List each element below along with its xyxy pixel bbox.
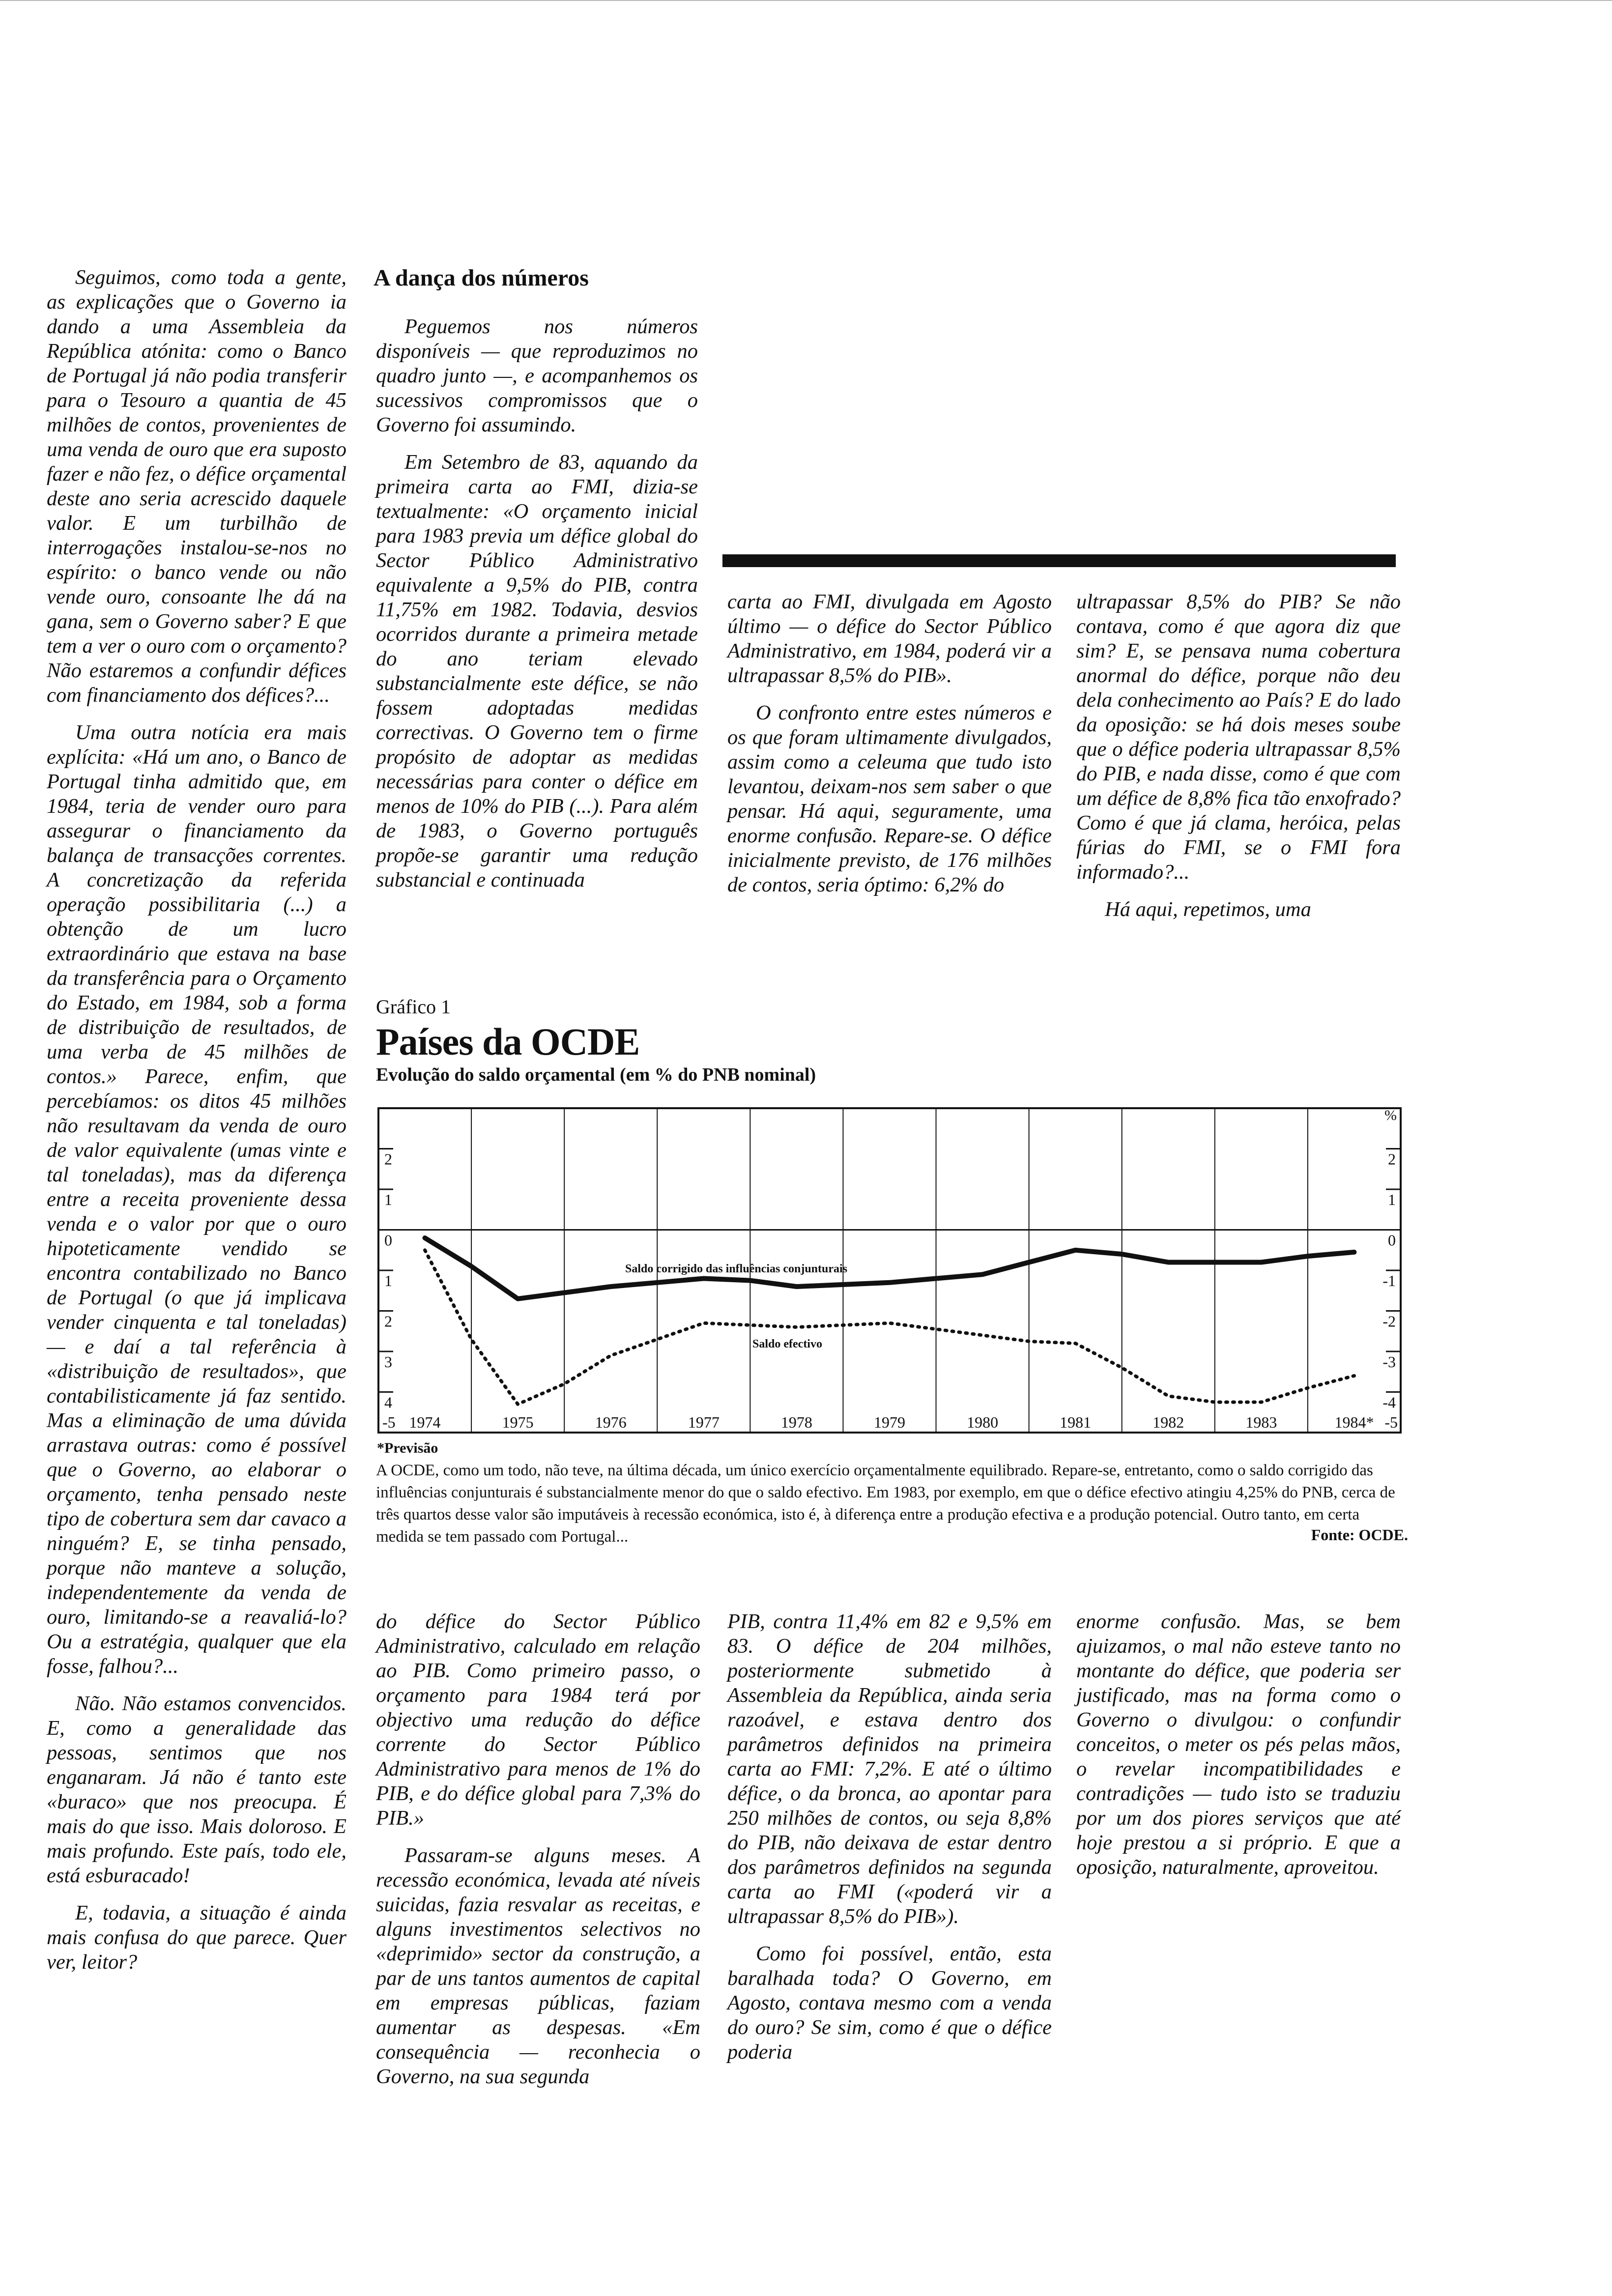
chart-xtick-label: 1984* xyxy=(1334,1413,1374,1431)
black-rule xyxy=(722,554,1396,567)
chart-ytick-label-right: 2 xyxy=(1388,1150,1396,1168)
chart-series-label-corrected: Saldo corrigido das influências conjunturais xyxy=(625,1263,848,1276)
left-paragraph-2: Uma outra notícia era mais explícita: «Há um ano, o Banco de Portugal tinha admitido que, em 1984, teria de vender ouro para assegurar o financiamento da balança de transacções correntes. A concretização da referida operação possibilitaria (...) a obtenção de um lucro extraordinário que estava na base da transferência para o Orçamento do Estado, em 1984, sob a forma de distribuição de resultados, de uma verba de 45 milhões de contos.» Parece, enfim, que percebíamos: os ditos 45 milhões não resultavam da venda de ouro de valor equivalente (umas vinte e tal toneladas), mas da diferença entre a receita proveniente dessa venda e o valor por que o ouro hipoteticamente vendido se encontra contabilizado no Banco de Portugal (o que já implicava vender cinquenta e tal toneladas) — e daí a tal referência à «distribuição de resultados», que contabilisticamente já faz sentido. Mas a eliminação de uma dúvida arrastava outras: como é possível que o Governo, ao elaborar o orçamento, tenha pensado neste tipo de cobertura sem dar cavaco a ninguém? E, se tinha pensado, porque não manteve a solução, independentemente da venda de ouro, limitando-se a reavaliá-lo? Ou a estratégia, qualquer que ela fosse, falhou?... xyxy=(47,721,346,1678)
chart-ytick-label-right: 0 xyxy=(1388,1231,1396,1249)
chart-ytick-label-right: -4 xyxy=(1382,1393,1396,1411)
second-column xyxy=(376,315,698,892)
bottom-3-paragraph-1: enorme confusão. Mas, se bem ajuizamos, o mal não esteve tanto no montante do défice, que poderia ser justificado, mas na forma como o Governo o divulgou: o confundir conceitos, o meter os pés pelas mãos, o revelar incompatibilidades e contradições — tudo isto se traduziu por um dos piores serviços que até hoje prestou a si próprio. E que a oposição, naturalmente, aproveitou. xyxy=(1076,1610,1401,1879)
bottom-1-paragraph-1: do défice do Sector Público Administrativo, calculado em relação ao PIB. Como primeiro passo, o orçamento para 1984 terá por objectivo uma redução do défice corrente do Sector Público Administrativo para menos de 1% do PIB, e do défice global para 7,3% do PIB.» xyxy=(376,1610,700,1830)
chart-caption: A OCDE, como um todo, não teve, na última década, um único exercício orçamentalmente equilibrado. Repare-se, entretanto, como o saldo corrigido das influências conjunturais é substancialmente menor do que o saldo efectivo. Em 1983, por exemplo, em que o défice efectivo atingiu 4,25% do PNB, cerca de três quartos desse valor são imputáveis à recessão económica, isto é, à diferença entre a produção efectiva e a produção potencial. Outro tanto, em certa medida se tem passado com Portugal... xyxy=(376,1462,1395,1546)
chart-note: *Previsão xyxy=(377,1440,438,1456)
chart-plot xyxy=(376,1093,1403,1437)
bottom-2-paragraph-1: PIB, contra 11,4% em 82 e 9,5% em 83. O défice de 204 milhões, posteriormente submetido à Assembleia da República, ainda seria razoável, e estava dentro dos parâmetros definidos na primeira carta ao FMI: 7,2%. E até o último défice, o da bronca, ao apontar para 250 milhões de contos, ou seja 8,8% do PIB, não deixava de estar dentro dos parâmetros definidos na segunda carta ao FMI («poderá vir a ultrapassar 8,5% do PIB»). xyxy=(727,1610,1052,1928)
chart-ylabel: % xyxy=(1384,1107,1397,1123)
bottom-column-3 xyxy=(1076,1609,1401,1880)
chart-ytick-label-right: -2 xyxy=(1382,1312,1396,1330)
chart-ytick-label-left: 3 xyxy=(384,1353,392,1371)
second-paragraph-1: Peguemos nos números disponíveis — que reproduzimos no quadro junto —, e acompanhemos os sucessivos compromissos que o Governo foi assumindo. xyxy=(376,315,698,436)
chart-xtick-label: 1977 xyxy=(688,1413,720,1431)
bottom-column-2 xyxy=(727,1609,1052,2065)
chart-ytick-label-right: -5 xyxy=(1384,1413,1398,1431)
chart-ytick-label-left: 4 xyxy=(384,1393,392,1411)
chart-xtick-label: 1982 xyxy=(1152,1413,1184,1431)
chart-ytick-label-right: 1 xyxy=(1388,1191,1396,1208)
fourth-column xyxy=(1076,590,1401,922)
chart-ytick-label-left: 2 xyxy=(384,1150,392,1168)
chart-xtick-label: 1980 xyxy=(967,1413,999,1431)
chart-xtick-label: 1978 xyxy=(780,1413,812,1431)
chart-ytick-label-left: -5 xyxy=(382,1413,396,1431)
left-paragraph-4: E, todavia, a situação é ainda mais confusa do que parece. Quer ver, leitor? xyxy=(47,1901,346,1974)
chart-xtick-label: 1979 xyxy=(874,1413,905,1431)
chart-ytick-label-left: 0 xyxy=(384,1231,392,1249)
chart-ytick-label-right: -3 xyxy=(1382,1353,1396,1371)
top-page-edge xyxy=(0,0,1612,1)
bottom-1-paragraph-2: Passaram-se alguns meses. A recessão económica, levada até níveis suicidas, fazia resvalar as receitas, e alguns investimentos selectivos no «deprimido» sector da construção, a par de uns tantos aumentos de capital em empresas públicas, faziam aumentar as despesas. «Em consequência — reconhecia o Governo, na sua segunda xyxy=(376,1844,700,2088)
third-column xyxy=(727,590,1052,897)
second-paragraph-2: Em Setembro de 83, aquando da primeira carta ao FMI, dizia-se textualmente: «O orçamento inicial para 1983 previa um défice global do Sector Público Administrativo equivalente a 9,5% do PIB, contra 11,75% em 1982. Todavia, desvios ocorridos durante a primeira metade do ano teriam elevado substancialmente este défice, se não fossem adoptadas medidas correctivas. O Governo tem o firme propósito de adoptar as medidas necessárias para conter o défice em menos de 10% do PIB (...). Para além de 1983, o Governo português propõe-se garantir uma redução substancial e continuada xyxy=(376,451,698,891)
third-paragraph-2: O confronto entre estes números e os que foram ultimamente divulgados, assim como a celeuma que tudo isto levantou, deixam-nos sem saber o que pensar. Há aqui, seguramente, uma enorme confusão. Repare-se. O défice inicialmente previsto, de 176 milhões de contos, seria óptimo: 6,2% do xyxy=(727,701,1052,896)
left-paragraph-3: Não. Não estamos convencidos. E, como a generalidade das pessoas, sentimos que nos enganaram. Já não é tanto este «buraco» que nos preocupa. É mais do que isso. Mais doloroso. E mais profundo. Este país, todo ele, está esburacado! xyxy=(47,1692,346,1887)
chart-subtitle: Evolução do saldo orçamental (em % do PNB nominal) xyxy=(376,1064,816,1085)
chart-block xyxy=(376,990,1408,1585)
chart-ytick-label-right: -1 xyxy=(1382,1272,1396,1290)
chart-source: Fonte: OCDE. xyxy=(1311,1526,1408,1544)
chart-ytick-label-left: 1 xyxy=(384,1272,392,1290)
section-heading: A dança dos números xyxy=(374,265,589,291)
fourth-paragraph-2: Há aqui, repetimos, uma xyxy=(1105,898,1311,921)
chart-frame xyxy=(378,1108,1401,1433)
chart-ytick-label-left: 2 xyxy=(384,1312,392,1330)
chart-xtick-label: 1981 xyxy=(1060,1413,1092,1431)
chart-xtick-label: 1975 xyxy=(502,1413,534,1431)
chart-title: Países da OCDE xyxy=(376,1020,640,1063)
chart-ytick-label-left: 1 xyxy=(384,1191,392,1208)
chart-xtick-label: 1974 xyxy=(409,1413,441,1431)
third-paragraph-1: carta ao FMI, divulgada em Agosto último — o défice do Sector Público Administrativo, em 1984, poderá vir a ultrapassar 8,5% do PIB». xyxy=(727,590,1052,687)
bottom-column-1 xyxy=(376,1609,700,2089)
left-column xyxy=(47,265,346,1975)
chart-xtick-label: 1983 xyxy=(1245,1413,1277,1431)
chart-series-label-effective: Saldo efectivo xyxy=(752,1337,822,1350)
chart-xtick-label: 1976 xyxy=(595,1413,627,1431)
chart-kicker: Gráfico 1 xyxy=(376,996,451,1018)
left-paragraph-1: Seguimos, como toda a gente, as explicações que o Governo ia dando a uma Assembleia da República atónita: como o Banco de Portugal já não podia transferir para o Tesouro a quantia de 45 milhões de contos, provenientes de uma venda de ouro que era suposto fazer e não fez, o défice orçamental deste ano seria acrescido daquele valor. E um turbilhão de interrogações instalou-se-nos no espírito: o banco vende ou não vende ouro, consoante lhe dá na gana, sem o Governo saber? E que tem a ver o ouro com o orçamento? Não estaremos a confundir défices com financiamento dos défices?... xyxy=(47,266,346,707)
fourth-paragraph-1: ultrapassar 8,5% do PIB? Se não contava, como é que agora diz que sim? E, se pensava numa cobertura anormal do défice, porque não deu dela conhecimento ao País? E do lado da oposição: se há dois meses soube que o défice poderia ultrapassar 8,5% do PIB, e nada disse, como é que com um défice de 8,8% fica tão enxofrado? Como é que já clama, heróica, pelas fúrias do FMI, se o FMI fora informado?... xyxy=(1076,590,1401,884)
bottom-2-paragraph-2: Como foi possível, então, esta baralhada toda? O Governo, em Agosto, contava mesmo com a venda do ouro? Se sim, como é que o défice poderia xyxy=(727,1942,1052,2064)
